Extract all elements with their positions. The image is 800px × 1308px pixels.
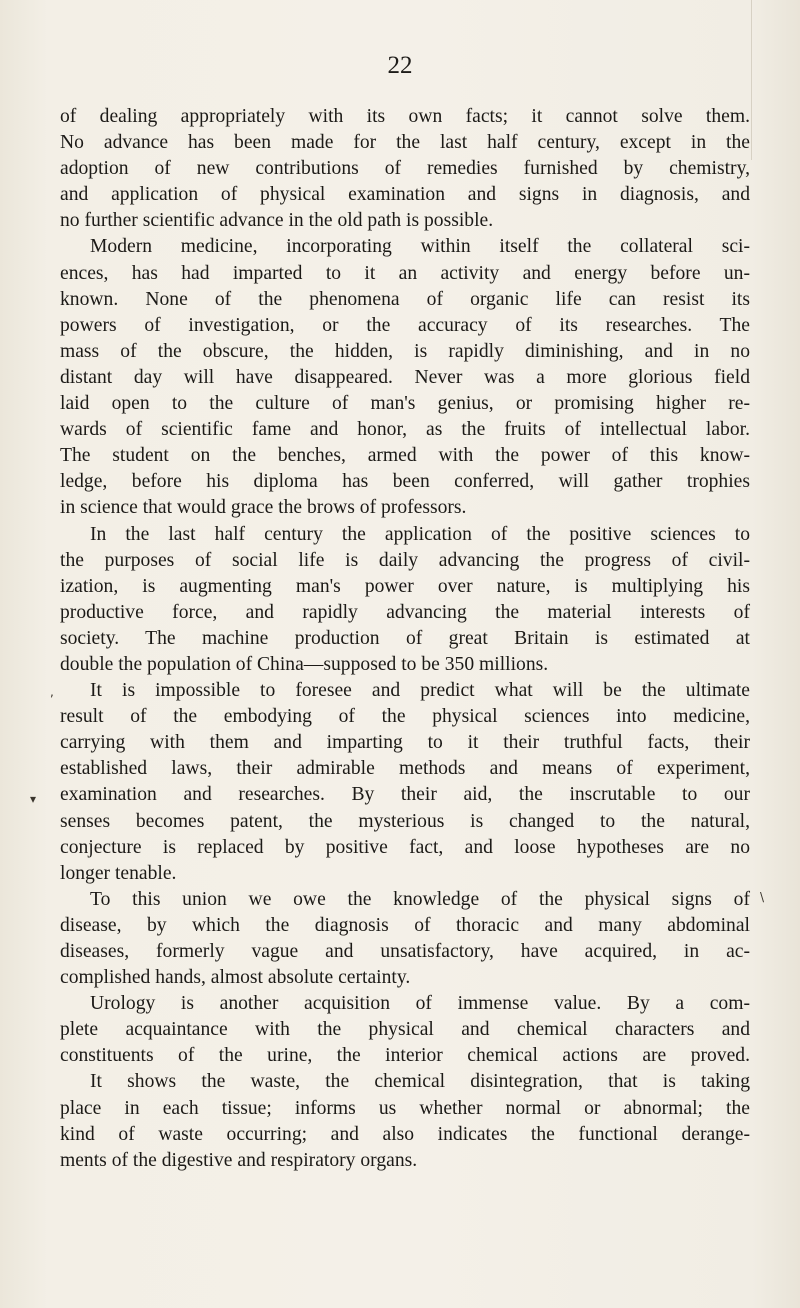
text-line: of dealing appropriately with its own facts; it cannot solve them. <box>60 106 750 127</box>
text-line: senses becomes patent, the mysterious is changed to the natural, <box>60 810 750 832</box>
text-line: place in each tissue; informs us whether normal or abnormal; the <box>60 1097 750 1119</box>
text-line: ences, has had imparted to it an activity and energy before un- <box>60 262 750 284</box>
text-line: productive force, and rapidly advancing the material interests of <box>60 601 750 623</box>
text-line: ments of the digestive and respiratory organs. <box>60 1149 418 1171</box>
text-line: distant day will have disappeared. Never was a more glorious field <box>60 366 750 388</box>
text-line: The student on the benches, armed with the power of this know- <box>60 445 750 467</box>
text-line: plete acquaintance with the physical and chemical characters and <box>60 1019 750 1041</box>
text-line: Urology is another acquisition of immense value. By a com- <box>90 993 750 1015</box>
text-line: mass of the obscure, the hidden, is rapidly diminishing, and in no <box>60 340 750 362</box>
text-line: the purposes of social life is daily advancing the progress of civil- <box>60 549 750 571</box>
text-line: No advance has been made for the last half century, except in the <box>60 132 750 154</box>
text-line: ization, is augmenting man's power over nature, is multiplying his <box>60 575 750 597</box>
text-line: established laws, their admirable methods and means of experiment, <box>60 758 750 780</box>
text-line: Modern medicine, incorporating within itself the collateral sci- <box>90 236 750 258</box>
text-line: complished hands, almost absolute certainty. <box>60 967 411 989</box>
text-line: It shows the waste, the chemical disintegration, that is taking <box>90 1071 750 1093</box>
text-line: in science that would grace the brows of professors. <box>60 497 467 519</box>
text-line: longer tenable. <box>60 862 177 884</box>
text-line: kind of waste occurring; and also indicates the functional derange- <box>60 1123 750 1145</box>
text-line: carrying with them and imparting to it their truthful facts, their <box>60 732 750 754</box>
text-line: society. The machine production of great Britain is estimated at <box>60 627 750 649</box>
margin-mark: \ <box>760 890 765 904</box>
margin-mark: ▾ <box>30 792 37 806</box>
text-line: conjecture is replaced by positive fact, and loose hypotheses are no <box>60 836 750 858</box>
text-line: adoption of new contributions of remedies furnished by chemistry, <box>60 158 750 180</box>
text-line: It is impossible to foresee and predict what will be the ultimate <box>90 680 750 702</box>
text-line: no further scientific advance in the old path is possible. <box>60 210 494 232</box>
text-line: laid open to the culture of man's genius, or promising higher re- <box>60 393 750 415</box>
text-line: examination and researches. By their aid, the inscrutable to our <box>60 784 750 806</box>
text-line: disease, by which the diagnosis of thoracic and many abdominal <box>60 914 750 936</box>
page-edge-line <box>751 0 752 160</box>
text-line: result of the embodying of the physical sciences into medicine, <box>60 706 750 728</box>
text-line: constituents of the urine, the interior chemical actions are proved. <box>60 1045 750 1067</box>
page-number: 22 <box>387 52 413 79</box>
text-line: In the last half century the application of the positive sciences to <box>90 523 750 545</box>
text-line: To this union we owe the knowledge of the physical signs of <box>90 888 750 910</box>
text-line: wards of scientific fame and honor, as the fruits of intellectual labor. <box>60 419 750 441</box>
text-line: diseases, formerly vague and unsatisfactory, have acquired, in ac- <box>60 941 750 962</box>
margin-mark: , <box>50 685 54 699</box>
body-text <box>60 104 750 1174</box>
text-line: ledge, before his diploma has been conferred, will gather trophies <box>60 471 750 493</box>
text-line: double the population of China—supposed to be 350 millions. <box>60 653 549 675</box>
text-line: and application of physical examination and signs in diagnosis, and <box>60 184 750 206</box>
text-line: powers of investigation, or the accuracy of its researches. The <box>60 314 750 336</box>
text-line: known. None of the phenomena of organic life can resist its <box>60 288 750 310</box>
